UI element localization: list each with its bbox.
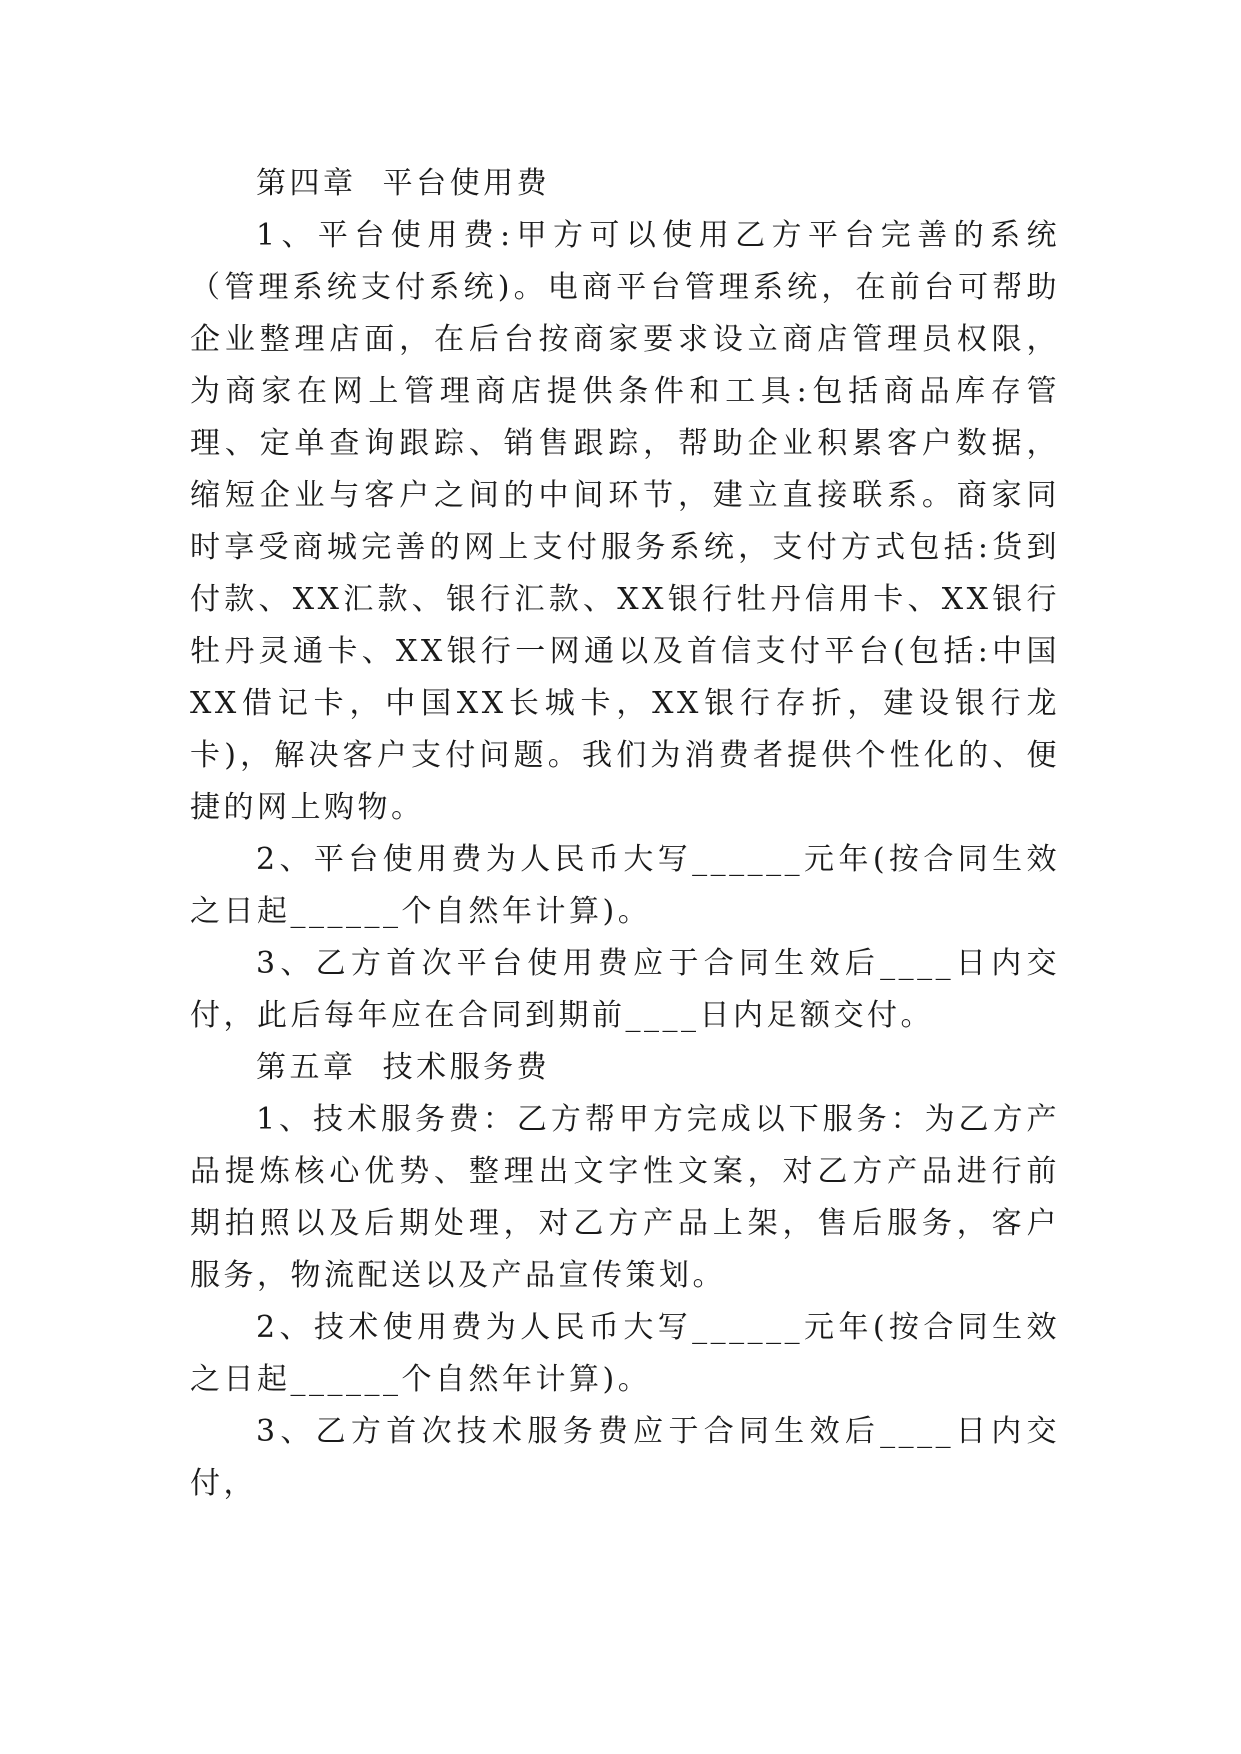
document-body (190, 158, 1060, 1510)
chapter-4-heading: 第四章 平台使用费 (256, 166, 551, 201)
chapter-5-clause-3: 3、乙方首次技术服务费应于合同生效后____日内交付， (190, 1414, 1060, 1501)
chapter-5-clause-2: 2、技术使用费为人民币大写______元年(按合同生效之日起______个自然年计算)。 (190, 1310, 1060, 1397)
chapter-4-clause-2: 2、平台使用费为人民币大写______元年(按合同生效之日起______个自然年计算)。 (190, 842, 1060, 929)
chapter-5-clause-1: 1、技术服务费：乙方帮甲方完成以下服务：为乙方产品提炼核心优势、整理出文字性文案，对乙方产品进行前期拍照以及后期处理，对乙方产品上架，售后服务，客户服务，物流配送以及产品宣传策划。 (190, 1102, 1060, 1293)
chapter-5-heading: 第五章 技术服务费 (256, 1050, 551, 1085)
chapter-4-clause-1: 1、平台使用费:甲方可以使用乙方平台完善的系统（管理系统支付系统)。电商平台管理系统，在前台可帮助企业整理店面，在后台按商家要求设立商店管理员权限，为商家在网上管理商店提供条件和工具:包括商品库存管理、定单查询跟踪、销售跟踪，帮助企业积累客户数据，缩短企业与客户之间的中间环节，建立直接联系。商家同时享受商城完善的网上支付服务系统，支付方式包括:货到付款、XX汇款、银行汇款、XX银行牡丹信用卡、XX银行牡丹灵通卡、XX银行一网通以及首信支付平台(包括:中国XX借记卡，中国XX长城卡，XX银行存折，建设银行龙卡)，解决客户支付问题。我们为消费者提供个性化的、便捷的网上购物。 (190, 218, 1060, 825)
chapter-4-clause-3: 3、乙方首次平台使用费应于合同生效后____日内交付，此后每年应在合同到期前____日内足额交付。 (190, 946, 1060, 1033)
